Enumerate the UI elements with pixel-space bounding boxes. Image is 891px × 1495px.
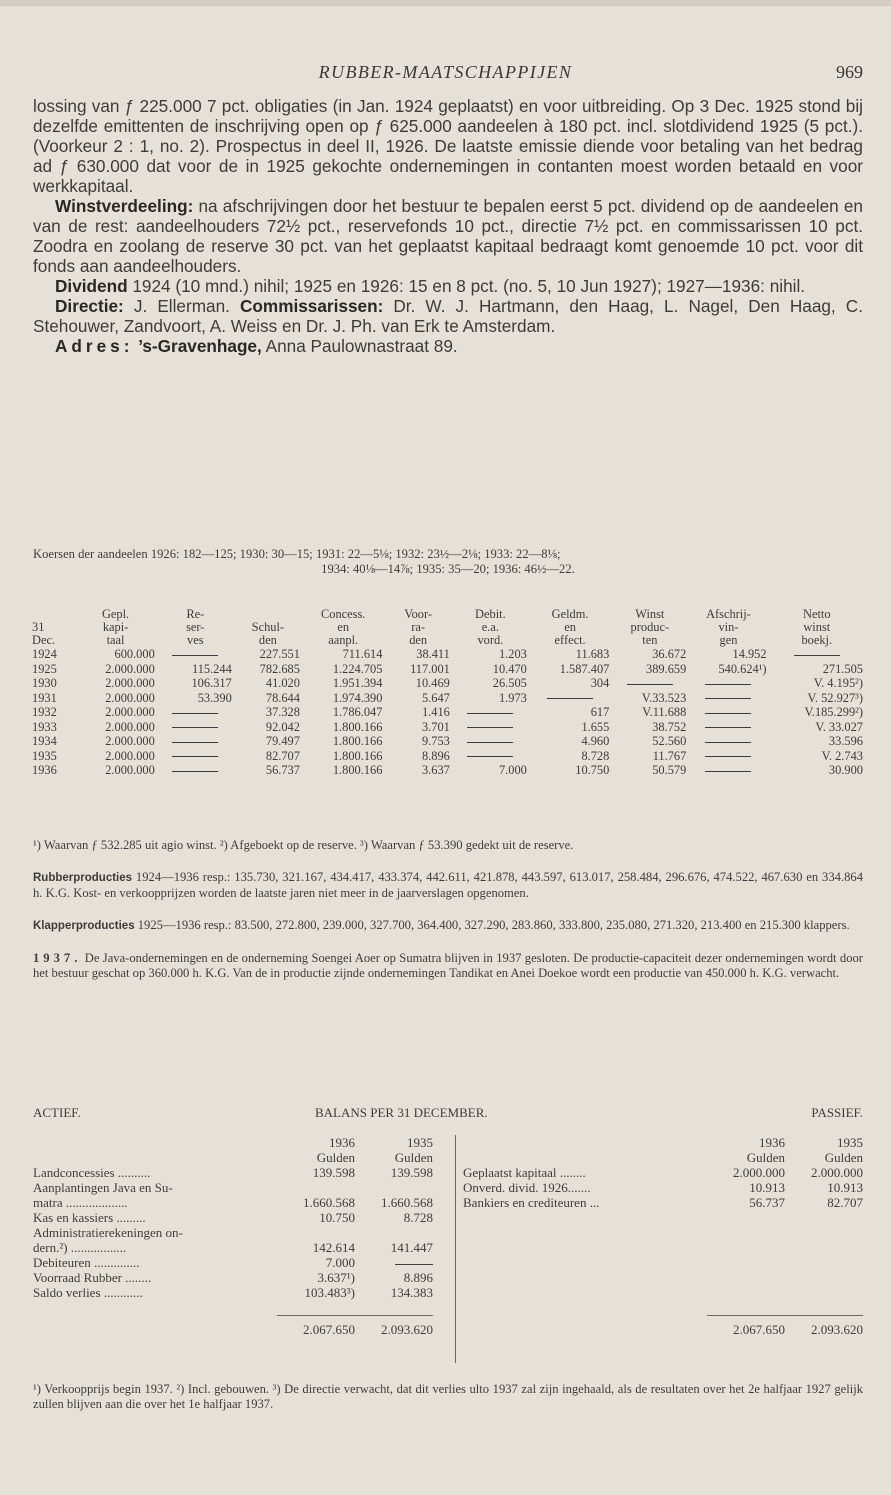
balance-row — [33, 1285, 433, 1300]
table-cell: 37.328 — [265, 705, 300, 719]
rubber-paragraph — [33, 870, 863, 901]
dash-mark — [705, 698, 751, 699]
table-cell: 10.470 — [492, 661, 527, 676]
balance-row — [33, 1255, 433, 1270]
table-cell — [688, 720, 768, 735]
balance-value: 1.660.568 — [303, 1195, 355, 1210]
balance-label: Onverd. divid. 1926....... — [463, 1180, 591, 1195]
running-header — [0, 62, 891, 88]
balance-value — [355, 1225, 433, 1240]
balance-label: Landconcessies .......... — [33, 1165, 151, 1180]
spacer-cell — [463, 1225, 863, 1240]
column-header: ra- — [411, 620, 426, 634]
spacer-cell — [463, 1240, 863, 1255]
dash-mark — [172, 771, 218, 772]
table-cell: 1.587.407 — [559, 661, 610, 676]
rubber-label: Rubberproducties — [33, 872, 133, 884]
table-cell: 115.244 — [191, 661, 232, 676]
balance-label: Kas en kassiers ......... — [33, 1210, 146, 1225]
table-cell: 1.203 — [498, 647, 527, 661]
table-cell: 1.974.390 — [332, 690, 383, 705]
dash-mark — [172, 756, 218, 757]
klapper-paragraph — [33, 918, 863, 934]
page-top-edge — [0, 0, 891, 6]
spacer-row — [463, 1270, 863, 1285]
column-header: kapi- — [102, 620, 129, 634]
table-cell: 782.685 — [259, 661, 300, 676]
koersen-block — [33, 547, 863, 577]
actief-column — [33, 1135, 433, 1337]
table-cell: 2.000.000 — [105, 705, 155, 719]
column-header: den — [258, 633, 277, 647]
dash-mark — [467, 713, 513, 714]
table-cell: 304 — [590, 676, 610, 690]
balance-footnote: ¹) Verkoopprijs begin 1937. ²) Incl. gebouwen. ³) De directie verwacht, dat dit verlies ulto 1937 zal zijn ingehaald, als de resultaten over het 2e halfjaar 1927 gelijk zullen blijven aan die over het 1e halfjaar 1937. — [33, 1382, 863, 1411]
page-number: 969 — [836, 62, 863, 82]
table-cell: 711.614 — [342, 647, 383, 661]
balance-label: matra ................... — [33, 1195, 128, 1210]
table-cell: 38.411 — [416, 647, 450, 661]
column-header: boekj. — [801, 633, 833, 647]
table-cell: 617 — [590, 705, 610, 719]
column-header: 1935 — [407, 1135, 433, 1150]
main-text — [33, 96, 863, 356]
paragraph-dividend — [33, 276, 863, 296]
balance-sheet — [33, 1105, 863, 1365]
paragraph-winstverdeeling — [33, 196, 863, 276]
dash-mark — [794, 655, 840, 656]
dash-mark — [705, 742, 751, 743]
table-cell — [157, 763, 234, 778]
table-cell: V.185.299²) — [804, 705, 863, 719]
balance-label: Bankiers en crediteuren ... — [463, 1195, 600, 1210]
balance-value: 141.447 — [390, 1240, 433, 1255]
balance-total: 2.093.620 — [785, 1316, 863, 1338]
adres-street: Anna Paulownastraat 89. — [261, 336, 458, 356]
table-cell: 117.001 — [410, 661, 450, 676]
table-cell: 389.659 — [646, 661, 687, 676]
balance-value — [355, 1180, 433, 1195]
dash-mark — [705, 771, 751, 772]
spacer-row — [463, 1240, 863, 1255]
row-year: 1931 — [32, 690, 57, 705]
column-header: Winst — [635, 607, 665, 621]
klapper-text: 1925—1936 resp.: 83.500, 272.800, 239.000, 327.700, 364.400, 327.290, 283.860, 333.800, 235.080, 271.320, 213.400 en 215.300 klappers. — [134, 918, 850, 932]
table-cell: 2.000.000 — [105, 676, 155, 690]
balance-value — [277, 1180, 355, 1195]
balance-label: dern.²) ................. — [33, 1240, 127, 1255]
balance-column-header — [33, 1135, 433, 1150]
paragraph-financing: lossing van ƒ 225.000 7 pct. obligaties (in Jan. 1924 geplaatst) en voor uitbreiding. Op 3 Dec. 1925 stond bij dezelfde emittenten de inschrijving open op ƒ 625.000 aandeelen à 180 pct. incl. slotdividend 1925 (5 pct.). (Voorkeur 2 : 1, no. 2). Prospectus in deel II, 1926. De laatste emissie diende voor betaling van het bedrag ad ƒ 630.000 dat voor de in 1925 gekochte ondernemingen in contanten moest worden betaald en voor werkkapitaal. — [33, 96, 863, 196]
table-cell: 1.224.705 — [332, 661, 383, 676]
table-cell: 1.800.166 — [332, 719, 383, 734]
table-cell: V.11.688 — [642, 705, 687, 719]
balance-value: 82.707 — [827, 1195, 863, 1210]
row-year: 1930 — [32, 676, 57, 690]
table-row — [30, 662, 865, 677]
table-row — [30, 691, 865, 706]
table-cell: 8.728 — [581, 748, 610, 763]
balance-label: Geplaatst kapitaal ........ — [463, 1165, 586, 1180]
balance-label: Administratierekeningen on- — [33, 1225, 183, 1240]
table-header-row — [30, 634, 865, 647]
column-header: Gulden — [316, 1150, 355, 1165]
spacer-row — [463, 1225, 863, 1240]
table-cell: 26.505 — [492, 676, 527, 690]
adres-city: ’s-Gravenhage, — [133, 336, 262, 356]
column-header: vord. — [477, 633, 504, 647]
table-cell: 3.701 — [421, 719, 450, 734]
passief-label: PASSIEF. — [811, 1105, 863, 1120]
balance-value: 1.660.568 — [381, 1195, 433, 1210]
table-cell: V. 33.027 — [815, 719, 863, 734]
balance-value: 2.000.000 — [811, 1165, 863, 1180]
balance-row — [33, 1225, 433, 1240]
column-header: ser- — [186, 620, 205, 634]
passief-column — [463, 1135, 863, 1337]
table-cell: 78.644 — [265, 690, 300, 705]
balance-value: 10.913 — [827, 1180, 863, 1195]
spacer-row — [463, 1285, 863, 1300]
column-header: 31 — [32, 620, 45, 634]
table-cell: 8.896 — [421, 748, 450, 763]
row-year: 1934 — [32, 734, 57, 748]
balance-row — [33, 1165, 433, 1180]
column-header: winst — [803, 620, 831, 634]
balance-divider — [455, 1135, 456, 1363]
label-adres: Adres: — [55, 336, 134, 356]
year-1937-text: De Java-ondernemingen en de onderneming Soengei Aoer op Sumatra blijven in 1937 gesloten. De productie-capaciteit dezer ondernemingen wordt door het bestuur geschat op 360.000 h. K.G. Van de in productie zijnde ondernemingen Tandikat en Anei Doekoe wordt een productie van 450.000 h. K.G. verwacht. — [33, 951, 863, 980]
dash-mark — [705, 756, 751, 757]
balance-value — [355, 1255, 433, 1270]
dash-mark — [467, 727, 513, 728]
text-commissarissen: Dr. W. J. Hartmann, den Haag, L. Nagel, Den Haag, C. Stehouwer, Zandvoort, A. Weiss en Dr. J. Ph. van Erk te Amsterdam. — [33, 296, 863, 336]
table-cell — [688, 676, 768, 691]
column-header: Afschrij- — [706, 607, 751, 621]
table-cell: 33.596 — [828, 734, 863, 748]
dash-mark — [547, 698, 593, 699]
column-header: Debit. — [475, 607, 506, 621]
row-year: 1936 — [32, 763, 57, 777]
column-header: en — [564, 620, 576, 634]
column-header: aanpl. — [328, 633, 359, 647]
dash-mark — [172, 655, 218, 656]
notes-block — [33, 838, 863, 981]
table-cell — [157, 749, 234, 764]
row-year: 1933 — [32, 719, 57, 734]
table-cell: 11.767 — [652, 748, 687, 763]
balance-value: 3.637¹) — [317, 1270, 355, 1285]
table-row — [30, 705, 865, 720]
column-header: vin- — [718, 620, 739, 634]
table-cell — [688, 749, 768, 764]
table-cell: 227.551 — [259, 647, 300, 661]
row-year: 1924 — [32, 647, 57, 661]
balance-total-row — [463, 1316, 863, 1338]
balance-label: Aanplantingen Java en Su- — [33, 1180, 173, 1195]
table-cell: 1.973 — [498, 690, 527, 705]
balance-column-header — [463, 1135, 863, 1150]
label-winstverdeeling: Winstverdeeling: — [55, 196, 194, 216]
balance-row — [33, 1270, 433, 1285]
balance-value: 103.483³) — [304, 1285, 355, 1300]
spacer-cell — [463, 1210, 863, 1225]
spacer-cell — [463, 1285, 863, 1300]
koersen-line-2: 1934: 40⅛—14⅞; 1935: 35—20; 1936: 46½—22. — [321, 562, 575, 576]
table-row — [30, 763, 865, 778]
balance-value: 2.000.000 — [733, 1165, 785, 1180]
balance-value: 10.913 — [749, 1180, 785, 1195]
dash-mark — [395, 1264, 433, 1265]
table-cell: 5.647 — [421, 690, 450, 705]
column-header: taal — [106, 633, 125, 647]
balance-value: 134.383 — [390, 1285, 433, 1300]
table-row — [30, 647, 865, 662]
table-cell: 10.750 — [575, 763, 610, 777]
column-header: gen — [719, 633, 738, 647]
balance-title: BALANS PER 31 DECEMBER. — [315, 1105, 488, 1120]
spacer-row — [463, 1210, 863, 1225]
table-cell — [452, 749, 529, 764]
table-row — [30, 676, 865, 691]
column-header: Schul- — [251, 620, 285, 634]
table-cell — [688, 705, 768, 720]
column-header: Gulden — [394, 1150, 433, 1165]
table-cell: 2.000.000 — [105, 661, 155, 676]
table-row — [30, 734, 865, 749]
table-cell: 4.960 — [581, 734, 610, 748]
column-header: Gepl. — [101, 607, 130, 621]
column-header: produc- — [630, 620, 670, 634]
table-cell — [688, 691, 768, 706]
table-cell: 600.000 — [114, 647, 155, 661]
table-cell: 10.469 — [415, 676, 450, 690]
label-dividend: Dividend — [55, 276, 128, 296]
balance-total: 2.067.650 — [707, 1316, 785, 1338]
column-header: Geldm. — [551, 607, 589, 621]
balance-value: 139.598 — [312, 1165, 355, 1180]
blank-cell — [33, 1135, 277, 1150]
running-title: RUBBER-MAATSCHAPPIJEN — [318, 62, 573, 82]
table-row — [30, 749, 865, 764]
table-footnotes: ¹) Waarvan ƒ 532.285 uit agio winst. ²) Afgeboekt op de reserve. ³) Waarvan ƒ 53.390 gedekt uit de reserve. — [33, 838, 574, 852]
balance-column-header — [463, 1150, 863, 1165]
table-cell: 1.800.166 — [332, 748, 383, 763]
table-cell: 52.560 — [652, 734, 687, 748]
balance-value: 139.598 — [390, 1165, 433, 1180]
balance-total: 2.067.650 — [277, 1316, 355, 1338]
table-cell: 1.800.166 — [332, 734, 383, 748]
table-cell: 30.900 — [828, 763, 863, 777]
row-year: 1925 — [32, 661, 57, 676]
balance-footnote-block — [33, 1382, 863, 1412]
text-dividend: 1924 (10 mnd.) nihil; 1925 en 1926: 15 en 8 pct. (no. 5, 10 Jun 1927); 1927—1936: nihil. — [127, 276, 806, 296]
paragraph-adres — [33, 336, 863, 356]
table-cell: 1.416 — [421, 705, 450, 719]
column-header: 1936 — [759, 1135, 785, 1150]
balance-row — [33, 1195, 433, 1210]
balance-total-row — [33, 1316, 433, 1338]
table-cell: 1.655 — [581, 719, 610, 734]
table-cell: 79.497 — [265, 734, 300, 748]
financial-table — [30, 608, 865, 778]
dash-mark — [467, 756, 513, 757]
table-cell: 38.752 — [652, 719, 687, 734]
balance-value: 8.728 — [403, 1210, 433, 1225]
table-cell: 1.800.166 — [332, 763, 383, 777]
spacer-cell — [33, 1300, 433, 1316]
dash-mark — [705, 684, 751, 685]
balance-row — [463, 1180, 863, 1195]
text-winstverdeeling: na afschrijvingen door het bestuur te bepalen eerst 5 pct. dividend op de aandeelen en van de rest: aandeelhouders 72½ pct., reservefonds 10 pct., directie 7½ pct. en commissarissen 10 pct. Zoodra en zoolang de reserve 30 pct. van het geplaatst kapitaal bedraagt komt genoemde 10 pct. voor dit fonds aan aandeelhouders. — [33, 196, 863, 276]
table-cell — [611, 676, 688, 691]
spacer-row — [463, 1255, 863, 1270]
table-cell — [452, 720, 529, 735]
table-cell: 7.000 — [498, 763, 527, 777]
year-1937-paragraph — [33, 951, 863, 981]
balance-row — [33, 1210, 433, 1225]
dash-mark — [705, 713, 751, 714]
table-cell: 2.000.000 — [105, 734, 155, 748]
table-cell — [688, 763, 768, 778]
table-cell: 53.390 — [197, 690, 232, 705]
column-header: effect. — [554, 633, 586, 647]
koersen-line-1: Koersen der aandeelen 1926: 182—125; 1930: 30—15; 1931: 22—5⅛; 1932: 23½—2⅛; 1933: 22—8⅛; — [33, 547, 561, 561]
table-cell: 2.000.000 — [105, 719, 155, 734]
table-cell: 14.952 — [732, 647, 767, 661]
dash-mark — [172, 727, 218, 728]
table-cell: 3.637 — [421, 763, 450, 777]
table-cell: 1.786.047 — [332, 705, 383, 719]
paragraph-directie — [33, 296, 863, 336]
table-cell: 9.753 — [421, 734, 450, 748]
table-cell: 56.737 — [265, 763, 300, 777]
table-cell — [452, 734, 529, 749]
table-cell: 1.951.394 — [332, 676, 383, 690]
spacer-cell — [463, 1255, 863, 1270]
balance-header — [33, 1105, 863, 1121]
row-year: 1932 — [32, 705, 57, 719]
table-cell: 271.505 — [822, 661, 863, 676]
table-cell: 540.624¹) — [718, 661, 767, 676]
balance-column-header — [33, 1150, 433, 1165]
balance-row — [463, 1195, 863, 1210]
year-1937-label: 1937. — [33, 951, 82, 965]
balance-label: Saldo verlies ............ — [33, 1285, 143, 1300]
table-cell — [769, 647, 865, 662]
table-row — [30, 720, 865, 735]
dash-mark — [172, 742, 218, 743]
table-cell: 2.000.000 — [105, 748, 155, 763]
column-header: e.a. — [481, 620, 499, 634]
column-header: ten — [642, 633, 658, 647]
blank-cell — [33, 1316, 277, 1338]
blank-cell — [463, 1135, 707, 1150]
label-commissarissen: Commissarissen: — [240, 296, 384, 316]
text-directie: J. Ellerman. — [123, 296, 240, 316]
table-cell: 92.042 — [265, 719, 300, 734]
balance-value: 142.614 — [312, 1240, 355, 1255]
column-header: Dec. — [32, 633, 56, 647]
table-cell: 41.020 — [265, 676, 300, 690]
table-cell: 11.683 — [575, 647, 610, 661]
balance-value — [277, 1225, 355, 1240]
column-header: 1936 — [329, 1135, 355, 1150]
table-cell: 36.672 — [652, 647, 687, 661]
table-header-row — [30, 608, 865, 621]
table-cell — [157, 734, 234, 749]
table-cell: V. 2.743 — [821, 748, 863, 763]
table-cell: 50.579 — [652, 763, 687, 777]
balance-value: 8.896 — [403, 1270, 433, 1285]
table-cell — [157, 720, 234, 735]
table-cell — [529, 691, 611, 706]
column-header: en — [337, 620, 350, 634]
spacer-row — [33, 1300, 433, 1316]
column-header: den — [409, 633, 428, 647]
row-year: 1935 — [32, 748, 57, 763]
dash-mark — [627, 684, 673, 685]
table-cell: 2.000.000 — [105, 763, 155, 777]
actief-label: ACTIEF. — [33, 1105, 81, 1120]
table-cell — [157, 705, 234, 720]
dash-mark — [467, 742, 513, 743]
table-cell — [157, 647, 234, 662]
label-directie: Directie: — [55, 296, 124, 316]
balance-value: 7.000 — [325, 1255, 355, 1270]
column-header: Voor- — [404, 607, 433, 621]
column-header: Re- — [186, 607, 205, 621]
table-header-row — [30, 621, 865, 634]
rubber-text: 1924—1936 resp.: 135.730, 321.167, 434.417, 433.374, 442.611, 421.878, 443.597, 613.017, 258.484, 296.676, 474.522, 467.630 en 334.864 h. K.G. Kost- en verkoopprijzen worden de laatste jaren niet meer in de jaarverslagen opgenomen. — [33, 870, 863, 900]
balance-row — [463, 1165, 863, 1180]
table-cell: 106.317 — [191, 676, 232, 690]
spacer-cell — [463, 1300, 863, 1316]
table-cell: V. 4.195²) — [813, 676, 863, 690]
column-header: Concess. — [320, 607, 366, 621]
balance-label: Debiteuren .............. — [33, 1255, 140, 1270]
table-cell — [688, 734, 768, 749]
table-cell: V.33.523 — [641, 690, 687, 705]
column-header: Gulden — [824, 1150, 863, 1165]
klapper-label: Klapperproducties — [33, 920, 135, 932]
table-cell — [452, 705, 529, 720]
balance-value: 56.737 — [749, 1195, 785, 1210]
column-header: 1935 — [837, 1135, 863, 1150]
column-header: ves — [187, 633, 204, 647]
dash-mark — [172, 713, 218, 714]
balance-label: Voorraad Rubber ........ — [33, 1270, 152, 1285]
table-cell: 2.000.000 — [105, 690, 155, 705]
column-header: Gulden — [746, 1150, 785, 1165]
dash-mark — [705, 727, 751, 728]
column-header: Netto — [803, 607, 831, 621]
blank-cell — [33, 1150, 277, 1165]
blank-cell — [463, 1150, 707, 1165]
blank-cell — [463, 1316, 707, 1338]
spacer-row — [463, 1300, 863, 1316]
balance-total: 2.093.620 — [355, 1316, 433, 1338]
balance-row — [33, 1180, 433, 1195]
spacer-cell — [463, 1270, 863, 1285]
balance-row — [33, 1240, 433, 1255]
table-cell: V. 52.927³) — [807, 690, 863, 705]
table-cell: 82.707 — [265, 748, 300, 763]
balance-value: 10.750 — [319, 1210, 355, 1225]
